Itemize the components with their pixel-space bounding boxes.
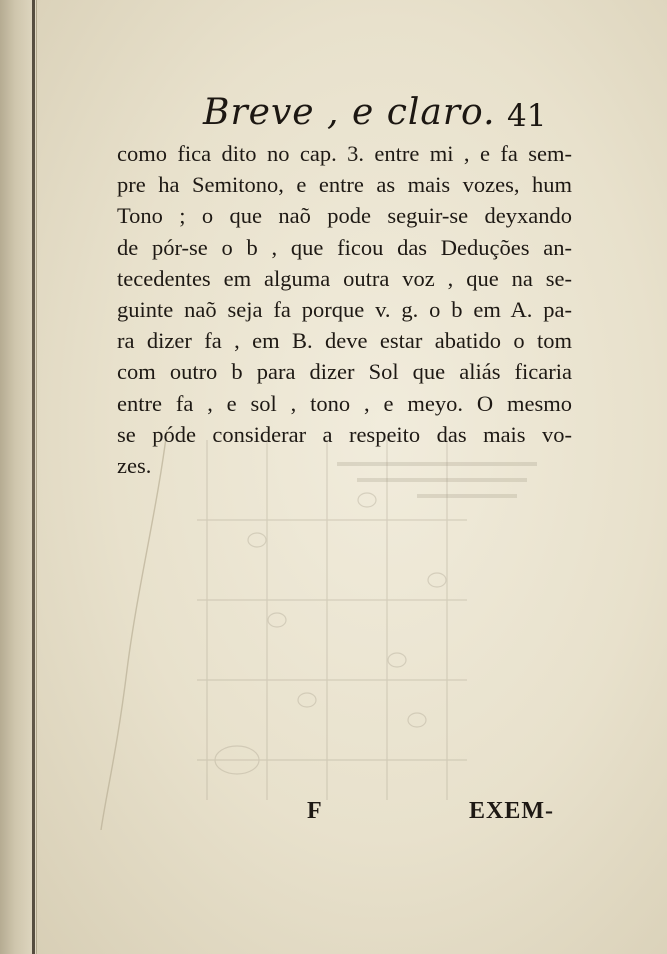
running-title: Breve , e claro. — [203, 92, 496, 133]
text-line: com outro b para dizer Sol que aliás ficaria — [117, 359, 572, 385]
catchword: EXEM- — [469, 798, 554, 824]
binding-gutter — [32, 0, 35, 954]
text-line: como fica dito no cap. 3. entre mi , e fa sem- — [117, 141, 572, 166]
text-line: guinte naõ seja fa porque v. g. o b em A. pa- — [117, 297, 572, 323]
text-line: entre fa , e sol , tono , e meyo. O mesmo — [117, 390, 572, 416]
running-head — [37, 92, 667, 142]
signature-mark: F — [307, 798, 322, 824]
text-line: ra dizer fa , em B. deve estar abatido o tom — [117, 328, 572, 354]
text-line: se póde considerar a respeito das mais vo- — [117, 421, 572, 447]
text-line: zes. — [117, 453, 152, 479]
book-page — [36, 0, 667, 954]
text-line: pre ha Semitono, e entre as mais vozes, hum — [117, 172, 572, 198]
text-line: Tono ; o que naõ pode seguir-se deyxando — [117, 203, 572, 229]
paper-crease — [97, 430, 177, 830]
body-text — [117, 138, 572, 481]
page-number: 41 — [507, 98, 547, 134]
text-line: tecedentes em alguma outra voz , que na se- — [117, 265, 572, 291]
text-line: de pór-se o b , que ficou das Deduções an- — [117, 234, 572, 260]
